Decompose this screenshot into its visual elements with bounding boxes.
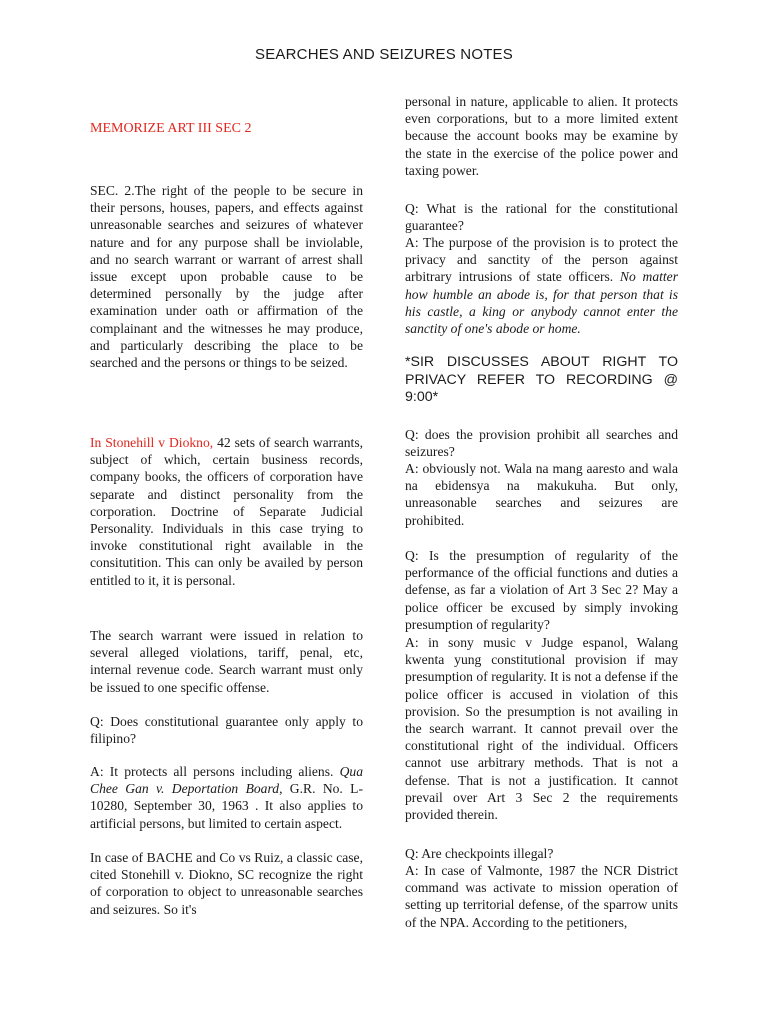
answer-prohibit xyxy=(405,460,678,529)
question-rationale xyxy=(405,200,678,234)
question-presumption xyxy=(405,547,678,633)
answer-text-end: , G.R. No. L-10280, September 30, 1963 . It also applies to artificial persons, but limited to certain aspect. xyxy=(90,781,363,831)
bache-paragraph xyxy=(90,849,363,918)
question-text: Q: Does constitutional guarantee only apply to filipino? xyxy=(90,714,363,747)
question-text: Q: Are checkpoints illegal? xyxy=(405,846,554,861)
bache-text: In case of BACHE and Co vs Ruiz, a classic case, cited Stonehill v. Diokno, SC recognize the right of corporation to object to unreasonable searches and seizures. So it's xyxy=(90,850,363,917)
warrant-paragraph xyxy=(90,627,363,696)
sec2-text: SEC. 2.The right of the people to be secure in their persons, houses, papers, and effects against unreasonable searches and seizures of whatever nature and for any purpose shall be inviolable, and no search warrant or warrant of arrest shall issue except upon probable cause to be determined personally by the judge after examination under oath or affirmation of the complainant and the witnesses he may produce, and particularly describing the place to be searched and the persons or things to be seized. xyxy=(90,183,363,371)
continuation-paragraph xyxy=(405,93,678,179)
answer-rationale xyxy=(405,234,678,337)
case-citation: Qua Chee Gan v. Deportation Board xyxy=(90,764,363,797)
warrant-text: The search warrant were issued in relation to several alleged violations, tariff, penal, etc, internal revenue code. Search warrant must only be issued to one specific offense. xyxy=(90,628,363,695)
answer-text: A: in sony music v Judge espanol, Walang kwenta yung constitutional provision if may presumption of regularity. It is not a defense if the police officer is accused in violation of this provision. So the presumption is not availing in the search warrant. It cannot prevail over the constitutional right of the individual. Officers cannot use arbitrary methods. That is not a defense. That is not a justification. It cannot prevail over Art 3 Sec 2 the requirements provided therein. xyxy=(405,635,678,823)
answer-text: A: In case of Valmonte, 1987 the NCR District command was activate to mission operation of setting up territorial defense, of the sparrow units of the NPA. According to the petitioners, xyxy=(405,863,678,930)
question-text: Q: does the provision prohibit all searches and seizures? xyxy=(405,427,678,460)
sir-note-text: *SIR DISCUSSES ABOUT RIGHT TO PRIVACY REFER TO RECORDING @ 9:00* xyxy=(405,354,678,405)
answer-text: A: It protects all persons including aliens. xyxy=(90,764,340,779)
answer-checkpoints xyxy=(405,862,678,931)
answer-italic-text: No matter how humble an abode is, for that person that is his castle, a king or anybody cannot enter the sanctity of one's abode or home. xyxy=(405,269,678,337)
question-checkpoints xyxy=(405,845,678,862)
answer-text: A: obviously not. Wala na mang aaresto and wala na ebidensya na makukuha. But only, unreasonable searches and seizures are prohibited. xyxy=(405,461,678,528)
question-prohibit xyxy=(405,426,678,460)
answer-presumption xyxy=(405,634,678,823)
question-aliens xyxy=(90,713,363,747)
section-heading: MEMORIZE ART III SEC 2 xyxy=(90,121,252,136)
answer-aliens xyxy=(90,763,363,832)
stonehill-paragraph xyxy=(90,434,363,589)
question-text: Q: Is the presumption of regularity of the performance of the official functions and duties a defense, as far a violation of Art 3 Sec 2? May a police officer be excused by simply invoking presumption of regularity? xyxy=(405,548,678,632)
sec2-paragraph xyxy=(90,182,363,371)
stonehill-case-name: In Stonehill v Diokno, xyxy=(90,435,214,450)
stonehill-text: 42 sets of search warrants, subject of which, certain business records, company books, the officers of corporation have separate and distinct personality from the corporation. Doctrine of Separate Judicial Personality. Individuals in this case trying to invoke constitutional right available in the consitutition. This can only be availed by person entitled to it, it is personal. xyxy=(90,435,364,588)
continuation-text: personal in nature, applicable to alien. It protects even corporations, but to a more limited extent because the account books may be examine by the state in the exercise of the police power and taxing power. xyxy=(405,94,678,178)
answer-text: A: The purpose of the provision is to protect the privacy and sanctity of the person against arbitrary intrusions of state officers. xyxy=(405,235,678,285)
page-title: SEARCHES AND SEIZURES NOTES xyxy=(255,46,513,63)
sir-note xyxy=(405,354,678,407)
question-text: Q: What is the rational for the constitutional guarantee? xyxy=(405,201,678,234)
